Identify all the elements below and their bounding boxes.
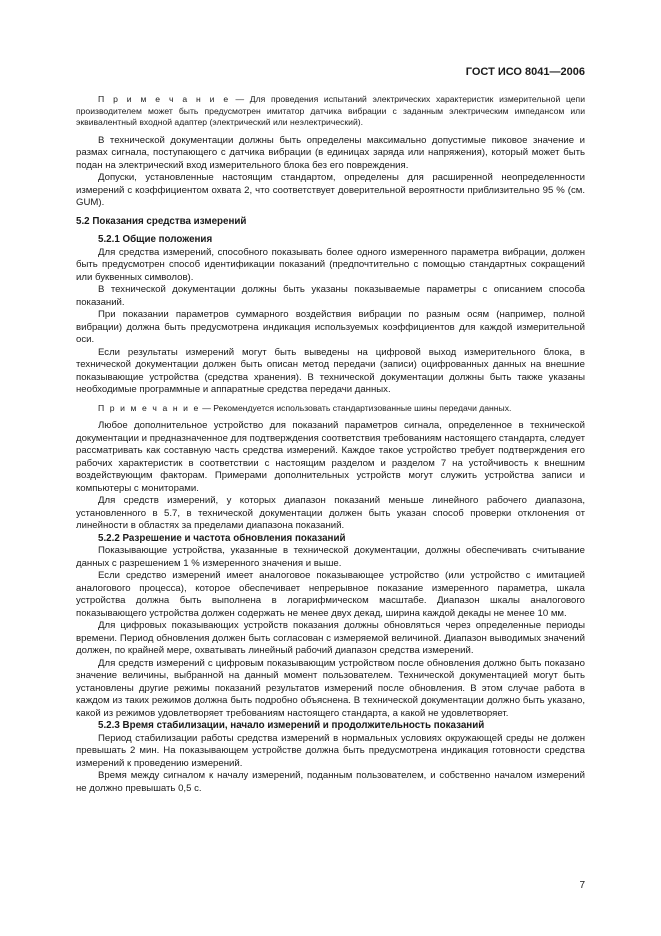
paragraph: При показании параметров суммарного воздействия вибрации по разным осям (например, полной вибрации) должна быть предусмотрена индикация используемых коэффициентов для каждой измерительной оси.: [76, 309, 585, 346]
paragraph: Для средств измерений, у которых диапазон показаний меньше линейного рабочего диапазона, установленного в 5.7, в технической документации должен быть указан способ проверки отклонения от линейности в областях за пределами диапазона показаний.: [76, 495, 585, 532]
note-2-text: — Рекомендуется использовать стандартизованные шины передачи данных.: [199, 402, 512, 413]
section-heading-5-2-1: 5.2.1 Общие положения: [98, 234, 213, 246]
page-body: [76, 94, 585, 795]
section-heading-5-2-2: 5.2.2 Разрешение и частота обновления показаний: [98, 532, 346, 544]
paragraph: Для средств измерений с цифровым показывающим устройством после обновления должно быть показано значение величины, выбранной на данный момент пользователем. Технической документацией могут быть установлены другие режимы показаний результатов измерений после обновления. В этом случае работа в каждом из таких режимов должна быть подробно объяснена. В технической документации должно быть указано, какой из режимов удовлетворяет требованиям настоящего стандарта, а какой не удовлетворяет.: [76, 657, 585, 719]
paragraph: Если результаты измерений могут быть выведены на цифровой выход измерительного блока, в технической документации должен быть описан метод передачи (записи) оцифрованных данных на внешние показывающие устройства (средства хранения). В технической документации должны быть также указаны необходимые программные и аппаратные средства передачи данных.: [76, 346, 585, 396]
note-2-label: П р и м е ч а н и е: [98, 402, 200, 413]
paragraph: Показывающие устройства, указанные в технической документации, должны обеспечивать считывание данных с разрешением 1 % измеренного значения и выше.: [76, 545, 585, 569]
paragraph: Период стабилизации работы средства измерений в нормальных условиях окружающей среды не должен превышать 2 мин. На показывающем устройстве должна быть предусмотрена индикация готовности средства измерений к проведению измерений.: [76, 732, 585, 769]
paragraph: В технической документации должны быть указаны показываемые параметры с описанием способа показаний.: [76, 284, 585, 308]
section-heading-5-2: 5.2 Показания средства измерений: [76, 215, 247, 227]
paragraph: В технической документации должны быть определены максимально допустимые пиковое значение и размах сигнала, поступающего с датчика вибрации (в единицах заряда или напряжения), который может быть подан на электрический вход измерительного блока без его повреждения.: [76, 134, 585, 171]
paragraph: Если средство измерений имеет аналоговое показывающее устройство (или устройство с имитацией аналогового процесса), которое обеспечивает непрерывное показание измеренного параметра, шкала устройства должна быть выполнена в логарифмическом масштабе. Диапазон шкалы аналогового показывающего устройства должен содержать не менее двух декад, ширина каждой декады не менее 10 мм.: [76, 570, 585, 619]
section-heading-5-2-3: 5.2.3 Время стабилизации, начало измерений и продолжительность показаний: [98, 720, 485, 732]
paragraph: Для цифровых показывающих устройств показания должны обновляться через определенные периоды времени. Период обновления должен быть согласован с измеряемой величиной. Диапазон выводимых значений должен, по крайней мере, охватывать линейный рабочий диапазон средства измерений.: [76, 620, 585, 657]
paragraph: Для средства измерений, способного показывать более одного измеренного параметра вибрации, должен быть предусмотрен способ идентификации показаний (предпочтительно с помощью стандартных сокращений или буквенных символов).: [76, 246, 585, 283]
document-code: ГОСТ ИСО 8041—2006: [465, 66, 585, 78]
note-2: [76, 403, 585, 415]
paragraph: Время между сигналом к началу измерений, поданным пользователем, и собственно началом измерений не должно превышать 0,5 с.: [76, 770, 585, 794]
note-1-text: — Для проведения испытаний электрических характеристик измерительной цепи производителем может быть предусмотрен имитатор датчика вибрации с заданным электрическим импедансом или эквивалентный входной адаптер (электрический или неэлектрический).: [76, 94, 586, 128]
note-1-label: П р и м е ч а н и е: [98, 94, 230, 104]
page-number: 7: [579, 880, 585, 891]
paragraph: Допуски, установленные настоящим стандартом, определены для расширенной неопределенности измерений с коэффициентом охвата 2, что соответствует доверительной вероятности приблизительно 95 % (см. GUM).: [76, 172, 585, 209]
note-1: [76, 94, 585, 129]
paragraph: Любое дополнительное устройство для показаний параметров сигнала, определенное в технической документации и предназначенное для подтверждения соответствия требованиям настоящего стандарта, следует рассматривать как составную часть средства измерений. Каждое такое устройство требует подтверждения его рабочих характеристик в соответствии с настоящим разделом и разделом 7 на устойчивость к внешним воздействующим факторам. Примерами дополнительных устройств могут служить устройства записи и компьютеры с мониторами.: [76, 420, 585, 494]
